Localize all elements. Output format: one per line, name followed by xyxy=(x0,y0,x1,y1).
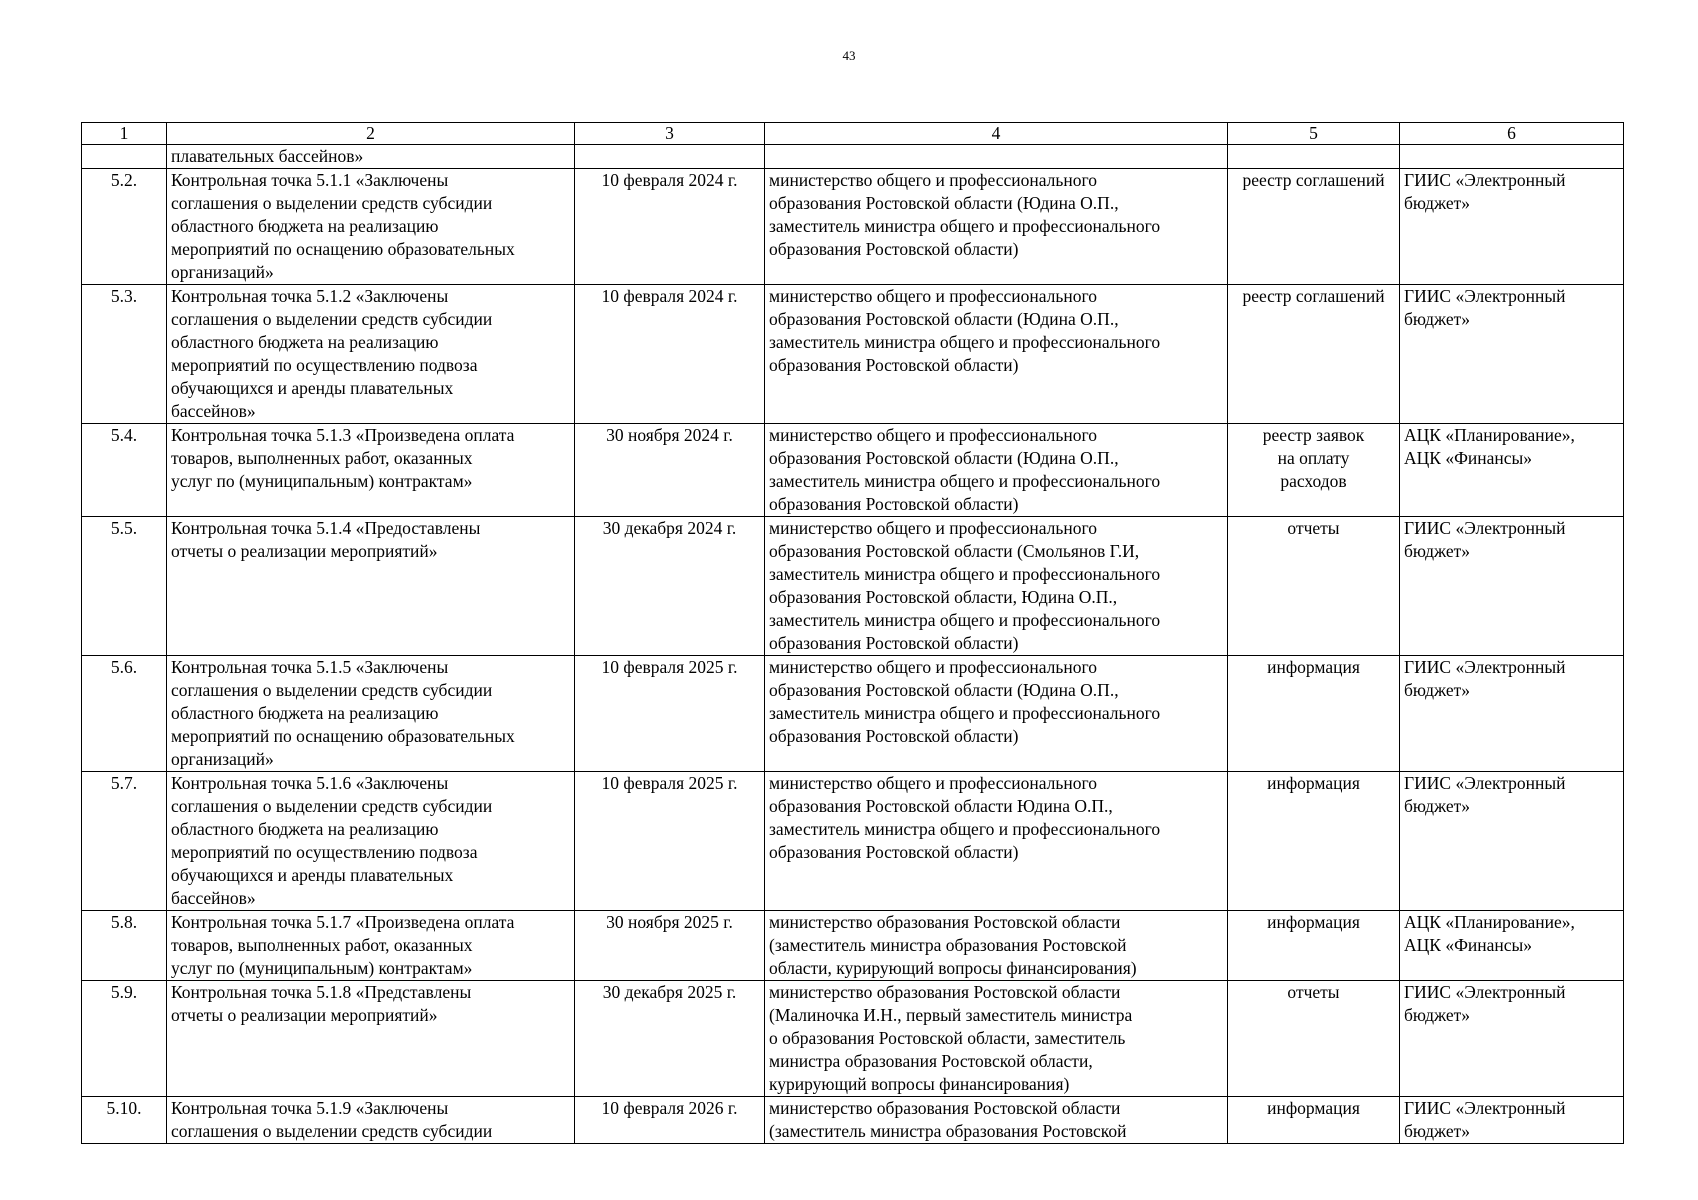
responsible-executor: министерство общего и профессионального образования Ростовской области (Юдина О.П., заместитель министра общего и профессионального образования Ростовской области) xyxy=(765,656,1228,772)
row-number: 5.3. xyxy=(82,285,167,424)
column-header-2: 2 xyxy=(167,123,575,145)
responsible-executor: министерство образования Ростовской области (заместитель министра образования Ростовской области, курирующий вопросы финансирования) xyxy=(765,911,1228,981)
deadline-date: 10 февраля 2026 г. xyxy=(575,1097,765,1144)
continuation-cell-5 xyxy=(1228,145,1400,169)
continuation-row xyxy=(82,145,1624,169)
deadline-date: 30 ноября 2025 г. xyxy=(575,911,765,981)
row-number: 5.7. xyxy=(82,772,167,911)
column-header-4: 4 xyxy=(765,123,1228,145)
responsible-executor: министерство общего и профессионального образования Ростовской области (Юдина О.П., заместитель министра общего и профессионального образования Ростовской области) xyxy=(765,169,1228,285)
control-point-title: Контрольная точка 5.1.9 «Заключены соглашения о выделении средств субсидии xyxy=(167,1097,575,1144)
control-point-title: Контрольная точка 5.1.5 «Заключены соглашения о выделении средств субсидии областного бюджета на реализацию мероприятий по оснащению образовательных организаций» xyxy=(167,656,575,772)
deadline-date: 30 декабря 2024 г. xyxy=(575,517,765,656)
row-number: 5.5. xyxy=(82,517,167,656)
information-system: АЦК «Планирование», АЦК «Финансы» xyxy=(1400,424,1624,517)
table-row xyxy=(82,285,1624,424)
deadline-date: 10 февраля 2024 г. xyxy=(575,169,765,285)
control-point-title: Контрольная точка 5.1.2 «Заключены соглашения о выделении средств субсидии областного бюджета на реализацию мероприятий по осуществлению подвоза обучающихся и аренды плавательных бассейнов» xyxy=(167,285,575,424)
information-system: ГИИС «Электронный бюджет» xyxy=(1400,1097,1624,1144)
confirming-document: информация xyxy=(1228,656,1400,772)
confirming-document: реестр заявок на оплату расходов xyxy=(1228,424,1400,517)
confirming-document: реестр соглашений xyxy=(1228,169,1400,285)
information-system: ГИИС «Электронный бюджет» xyxy=(1400,285,1624,424)
deadline-date: 10 февраля 2025 г. xyxy=(575,772,765,911)
column-header-6: 6 xyxy=(1400,123,1624,145)
information-system: ГИИС «Электронный бюджет» xyxy=(1400,772,1624,911)
control-point-title: Контрольная точка 5.1.8 «Представлены отчеты о реализации мероприятий» xyxy=(167,981,575,1097)
row-number: 5.8. xyxy=(82,911,167,981)
responsible-executor: министерство образования Ростовской области (заместитель министра образования Ростовской xyxy=(765,1097,1228,1144)
row-number: 5.2. xyxy=(82,169,167,285)
deadline-date: 30 декабря 2025 г. xyxy=(575,981,765,1097)
responsible-executor: министерство общего и профессионального образования Ростовской области Юдина О.П., заместитель министра общего и профессионального образования Ростовской области) xyxy=(765,772,1228,911)
column-header-5: 5 xyxy=(1228,123,1400,145)
information-system: ГИИС «Электронный бюджет» xyxy=(1400,656,1624,772)
table-row xyxy=(82,517,1624,656)
control-point-title: Контрольная точка 5.1.3 «Произведена оплата товаров, выполненных работ, оказанных услуг по (муниципальным) контрактам» xyxy=(167,424,575,517)
row-number: 5.10. xyxy=(82,1097,167,1144)
continuation-cell-2: плавательных бассейнов» xyxy=(167,145,575,169)
table-row xyxy=(82,656,1624,772)
control-point-title: Контрольная точка 5.1.6 «Заключены соглашения о выделении средств субсидии областного бюджета на реализацию мероприятий по осуществлению подвоза обучающихся и аренды плавательных бассейнов» xyxy=(167,772,575,911)
information-system: АЦК «Планирование», АЦК «Финансы» xyxy=(1400,911,1624,981)
responsible-executor: министерство образования Ростовской области (Малиночка И.Н., первый заместитель министра о образования Ростовской области, заместитель министра образования Ростовской области, курирующий вопросы финансирования) xyxy=(765,981,1228,1097)
continuation-cell-4 xyxy=(765,145,1228,169)
deadline-date: 30 ноября 2024 г. xyxy=(575,424,765,517)
table-row xyxy=(82,911,1624,981)
information-system: ГИИС «Электронный бюджет» xyxy=(1400,517,1624,656)
row-number: 5.4. xyxy=(82,424,167,517)
confirming-document: информация xyxy=(1228,772,1400,911)
control-point-title: Контрольная точка 5.1.7 «Произведена оплата товаров, выполненных работ, оказанных услуг по (муниципальным) контрактам» xyxy=(167,911,575,981)
table-row xyxy=(82,169,1624,285)
table-row xyxy=(82,981,1624,1097)
responsible-executor: министерство общего и профессионального образования Ростовской области (Юдина О.П., заместитель министра общего и профессионального образования Ростовской области) xyxy=(765,285,1228,424)
confirming-document: отчеты xyxy=(1228,517,1400,656)
confirming-document: информация xyxy=(1228,911,1400,981)
control-point-title: Контрольная точка 5.1.1 «Заключены соглашения о выделении средств субсидии областного бюджета на реализацию мероприятий по оснащению образовательных организаций» xyxy=(167,169,575,285)
continuation-cell-6 xyxy=(1400,145,1624,169)
continuation-cell-3 xyxy=(575,145,765,169)
table-row xyxy=(82,772,1624,911)
information-system: ГИИС «Электронный бюджет» xyxy=(1400,981,1624,1097)
control-point-title: Контрольная точка 5.1.4 «Предоставлены отчеты о реализации мероприятий» xyxy=(167,517,575,656)
column-header-3: 3 xyxy=(575,123,765,145)
continuation-cell-1 xyxy=(82,145,167,169)
table-header-row xyxy=(82,123,1624,145)
information-system: ГИИС «Электронный бюджет» xyxy=(1400,169,1624,285)
control-points-table xyxy=(81,122,1624,1144)
row-number: 5.9. xyxy=(82,981,167,1097)
table-row xyxy=(82,1097,1624,1144)
confirming-document: отчеты xyxy=(1228,981,1400,1097)
column-header-1: 1 xyxy=(82,123,167,145)
confirming-document: информация xyxy=(1228,1097,1400,1144)
confirming-document: реестр соглашений xyxy=(1228,285,1400,424)
row-number: 5.6. xyxy=(82,656,167,772)
page-number: 43 xyxy=(842,48,856,63)
table-row xyxy=(82,424,1624,517)
deadline-date: 10 февраля 2025 г. xyxy=(575,656,765,772)
responsible-executor: министерство общего и профессионального образования Ростовской области (Юдина О.П., заместитель министра общего и профессионального образования Ростовской области) xyxy=(765,424,1228,517)
responsible-executor: министерство общего и профессионального образования Ростовской области (Смольянов Г.И, заместитель министра общего и профессионального образования Ростовской области, Юдина О.П., заместитель министра общего и профессионального образования Ростовской области) xyxy=(765,517,1228,656)
deadline-date: 10 февраля 2024 г. xyxy=(575,285,765,424)
